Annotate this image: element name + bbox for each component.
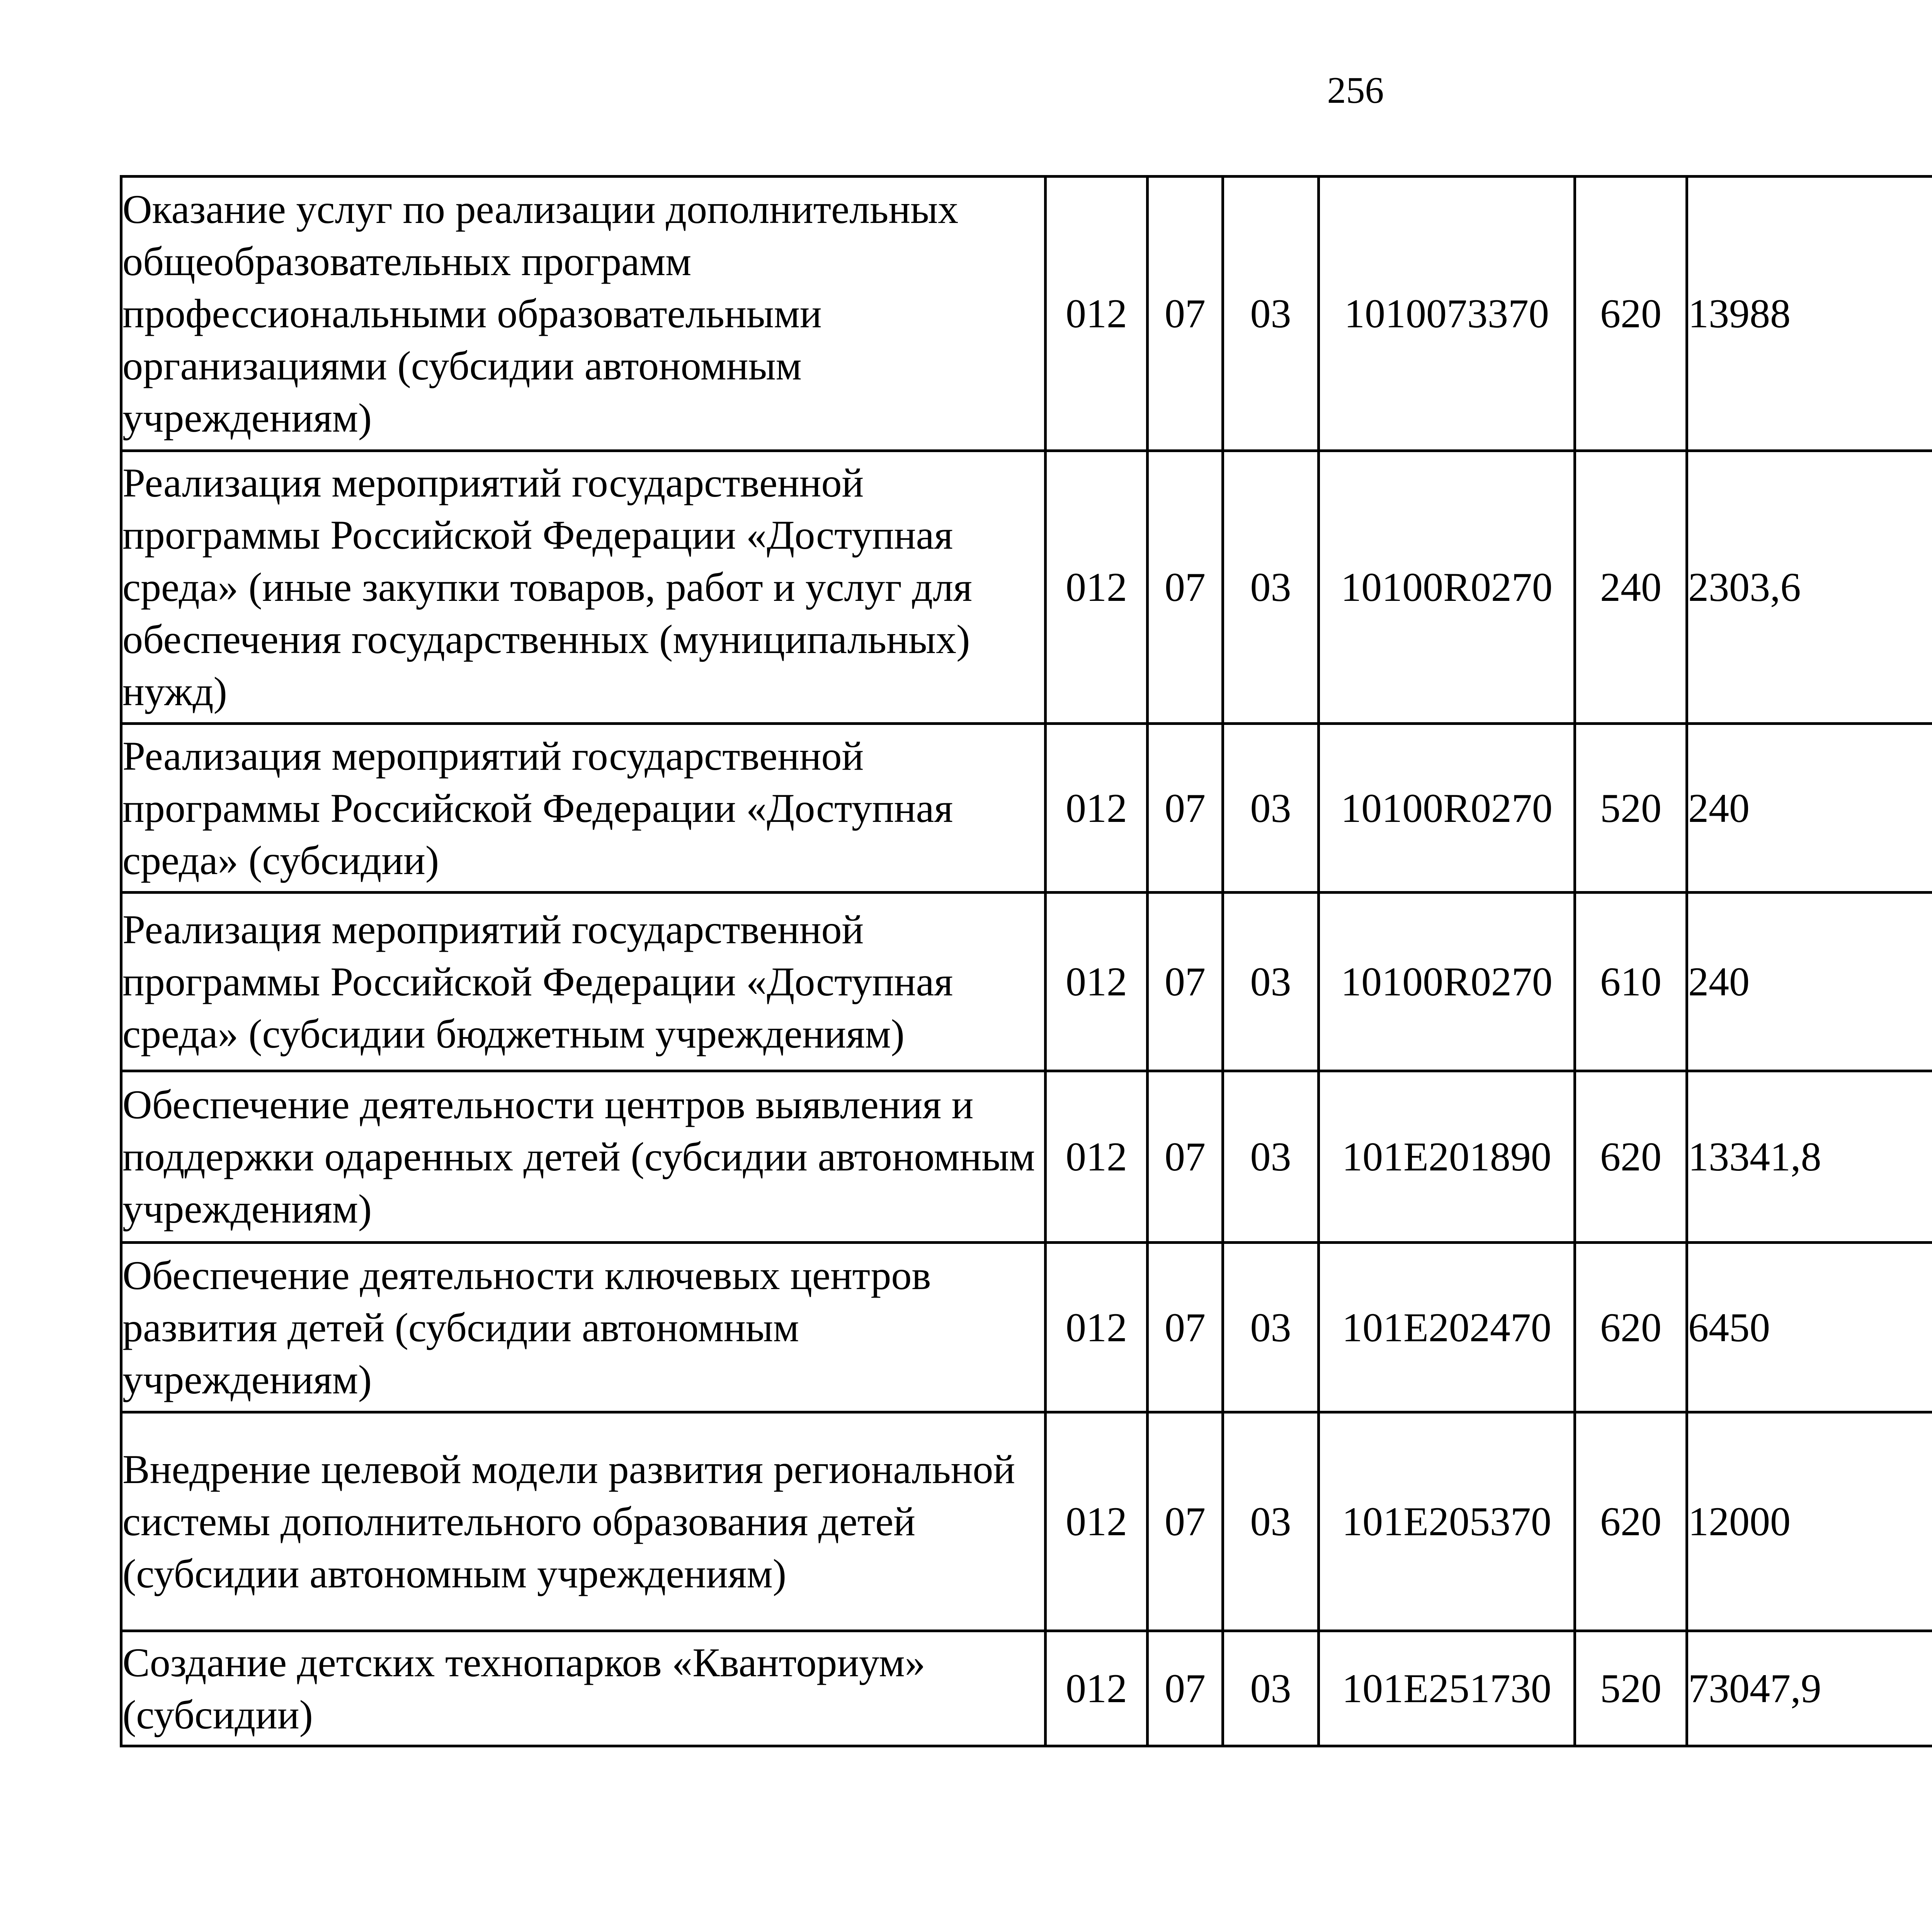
- subsection-code: 03: [1223, 1071, 1319, 1243]
- amount-year-1: 240: [1687, 893, 1932, 1071]
- amount-year-1: 240: [1687, 724, 1932, 893]
- expense-type-code: 620: [1575, 1243, 1687, 1412]
- section-code: 07: [1148, 451, 1223, 724]
- target-article-code: 101E201890: [1319, 1071, 1575, 1243]
- subsection-code: 03: [1223, 1243, 1319, 1412]
- target-article-code: 10100R0270: [1319, 724, 1575, 893]
- expense-type-code: 240: [1575, 451, 1687, 724]
- section-code: 07: [1148, 1412, 1223, 1631]
- ministry-code: 012: [1046, 177, 1148, 451]
- section-code: 07: [1148, 1243, 1223, 1412]
- row-description: Реализация мероприятий государственной программы Российской Федерации «Доступная среда» (субсидии бюджетным учреждениям): [121, 893, 1046, 1071]
- expense-type-code: 620: [1575, 1412, 1687, 1631]
- expense-type-code: 520: [1575, 724, 1687, 893]
- table-row: [121, 1412, 1932, 1631]
- budget-table: [120, 175, 1932, 1747]
- amount-year-1: 6450: [1687, 1243, 1932, 1412]
- amount-year-1: 13988: [1687, 177, 1932, 451]
- expense-type-code: 620: [1575, 1071, 1687, 1243]
- table-row: [121, 1631, 1932, 1746]
- table-row: [121, 893, 1932, 1071]
- subsection-code: 03: [1223, 451, 1319, 724]
- target-article-code: 10100R0270: [1319, 451, 1575, 724]
- table-row: [121, 724, 1932, 893]
- page-number: 256: [1327, 70, 1384, 111]
- expense-type-code: 610: [1575, 893, 1687, 1071]
- table-row: [121, 177, 1932, 451]
- ministry-code: 012: [1046, 1412, 1148, 1631]
- expense-type-code: 520: [1575, 1631, 1687, 1746]
- row-description: Оказание услуг по реализации дополнительных общеобразовательных программ профессиональными образовательными организациями (субсидии автономным учреждениям): [121, 177, 1046, 451]
- ministry-code: 012: [1046, 1631, 1148, 1746]
- subsection-code: 03: [1223, 177, 1319, 451]
- target-article-code: 101E251730: [1319, 1631, 1575, 1746]
- row-description: Внедрение целевой модели развития региональной системы дополнительного образования детей (субсидии автономным учреждениям): [121, 1412, 1046, 1631]
- table-row: [121, 1071, 1932, 1243]
- ministry-code: 012: [1046, 893, 1148, 1071]
- ministry-code: 012: [1046, 1071, 1148, 1243]
- subsection-code: 03: [1223, 1631, 1319, 1746]
- row-description: Создание детских технопарков «Кванториум» (субсидии): [121, 1631, 1046, 1746]
- row-description: Реализация мероприятий государственной программы Российской Федерации «Доступная среда» (субсидии): [121, 724, 1046, 893]
- ministry-code: 012: [1046, 451, 1148, 724]
- target-article-code: 101E202470: [1319, 1243, 1575, 1412]
- amount-year-1: 73047,9: [1687, 1631, 1932, 1746]
- ministry-code: 012: [1046, 724, 1148, 893]
- section-code: 07: [1148, 177, 1223, 451]
- amount-year-1: 12000: [1687, 1412, 1932, 1631]
- amount-year-1: 2303,6: [1687, 451, 1932, 724]
- section-code: 07: [1148, 893, 1223, 1071]
- table-row: [121, 451, 1932, 724]
- target-article-code: 10100R0270: [1319, 893, 1575, 1071]
- target-article-code: 1010073370: [1319, 177, 1575, 451]
- subsection-code: 03: [1223, 724, 1319, 893]
- section-code: 07: [1148, 1071, 1223, 1243]
- section-code: 07: [1148, 1631, 1223, 1746]
- row-description: Реализация мероприятий государственной программы Российской Федерации «Доступная среда» (иные закупки товаров, работ и услуг для обеспечения государственных (муниципальных) нужд): [121, 451, 1046, 724]
- row-description: Обеспечение деятельности ключевых центров развития детей (субсидии автономным учреждениям): [121, 1243, 1046, 1412]
- subsection-code: 03: [1223, 893, 1319, 1071]
- ministry-code: 012: [1046, 1243, 1148, 1412]
- target-article-code: 101E205370: [1319, 1412, 1575, 1631]
- expense-type-code: 620: [1575, 177, 1687, 451]
- amount-year-1: 13341,8: [1687, 1071, 1932, 1243]
- table-row: [121, 1243, 1932, 1412]
- row-description: Обеспечение деятельности центров выявления и поддержки одаренных детей (субсидии автономным учреждениям): [121, 1071, 1046, 1243]
- section-code: 07: [1148, 724, 1223, 893]
- subsection-code: 03: [1223, 1412, 1319, 1631]
